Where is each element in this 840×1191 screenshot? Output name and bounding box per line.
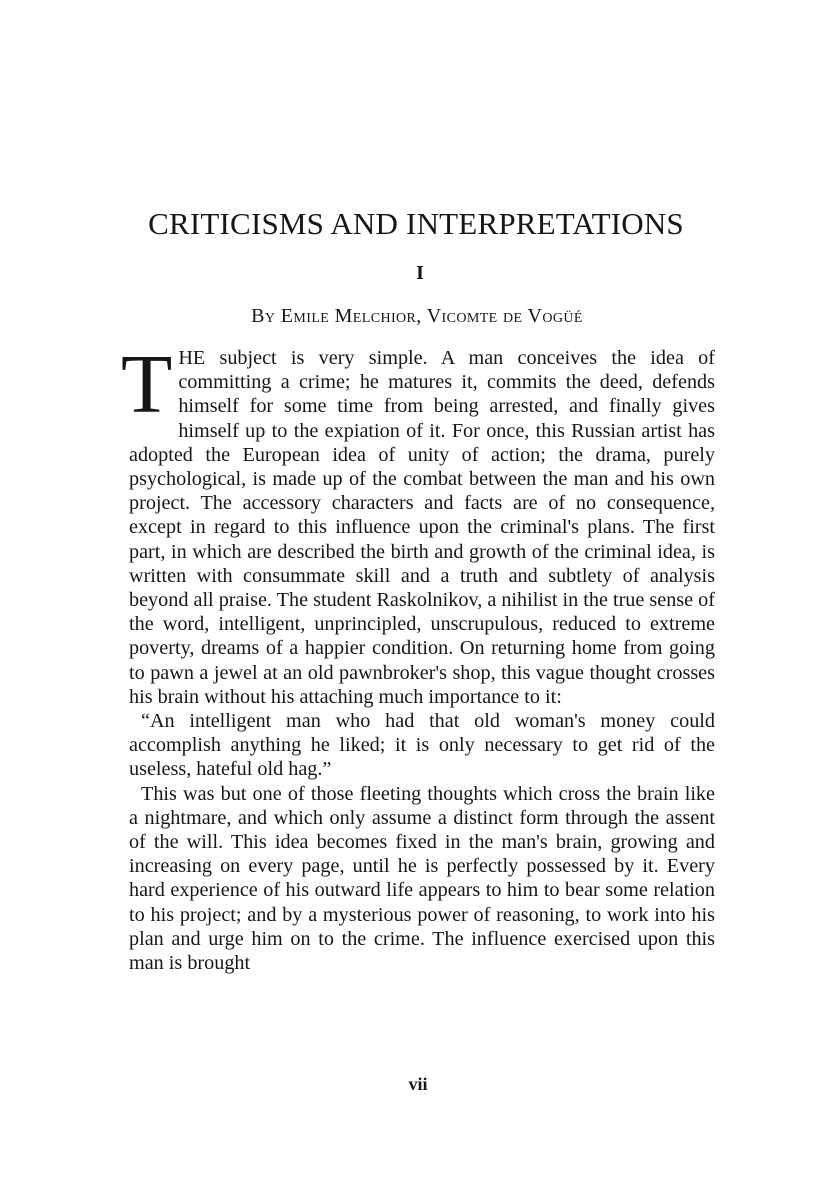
- drop-cap: T: [121, 338, 173, 431]
- page-title: CRITICISMS AND INTERPRETATIONS: [148, 206, 684, 241]
- paragraph-1-text: HE subject is very simple. A man conceives the idea of committing a crime; he matures it, commits the deed, defends himself for some time from being arrested, and finally gives himself up to the expiation of it. For once, this Russian artist has adopted the European idea of unity of action; the drama, purely psychological, is made up of the combat between the man and his own project. The accessory characters and facts are of no consequence, except in regard to this influence upon the criminal's plans. The first part, in which are described the birth and growth of the criminal idea, is written with consummate skill and a truth and subtlety of analysis beyond all praise. The student Raskolnikov, a nihilist in the true sense of the word, intelligent, unprincipled, unscrupulous, reduced to extreme poverty, dreams of a happier condition. On returning home from going to pawn a jewel at an old pawnbroker's shop, this vague thought crosses his brain without his attaching much importance to it:: [129, 347, 715, 708]
- paragraph-3: This was but one of those fleeting thoughts which cross the brain like a nightmare, and which only assume a distinct form through the assent of the will. This idea becomes fixed in the man's brain, growing and increasing on every page, until he is perfectly possessed by it. Every hard experience of his outward life appears to him to bear some relation to his project; and by a mysterious power of reasoning, to work into his plan and urge him on to the crime. The influence exercised upon this man is brought: [129, 782, 715, 975]
- author-byline: By Emile Melchior, Vicomte de Vogüé: [251, 305, 583, 327]
- section-numeral: I: [416, 262, 424, 284]
- paragraph-2: “An intelligent man who had that old woman's money could accomplish anything he liked; it is only necessary to get rid of the useless, hateful old hag.”: [129, 710, 715, 781]
- paragraph-1: [121, 338, 715, 709]
- page-number: vii: [408, 1074, 428, 1094]
- body-text: [121, 338, 715, 975]
